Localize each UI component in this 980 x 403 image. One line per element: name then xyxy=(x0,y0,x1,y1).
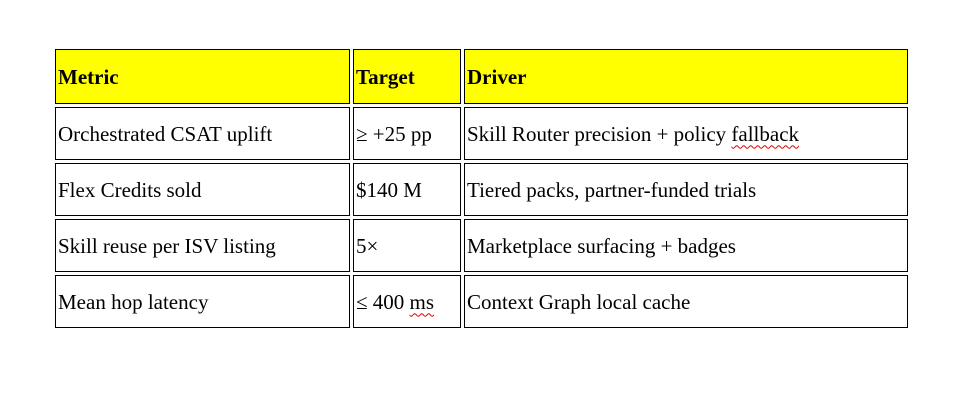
table-row xyxy=(55,107,908,160)
metric-cell: Mean hop latency xyxy=(55,275,350,328)
metrics-table xyxy=(52,46,911,331)
target-text: ≤ 400 xyxy=(356,289,410,314)
spellcheck-flagged-word[interactable]: fallback xyxy=(731,121,800,146)
target-cell: 5× xyxy=(353,219,461,272)
driver-text: Skill Router precision + policy xyxy=(467,121,732,146)
table-row xyxy=(55,219,908,272)
driver-cell: Tiered packs, partner-funded trials xyxy=(464,163,908,216)
metric-cell: Orchestrated CSAT uplift xyxy=(55,107,350,160)
spellcheck-flagged-word[interactable]: ms xyxy=(409,289,435,314)
metric-cell: Flex Credits sold xyxy=(55,163,350,216)
driver-cell: Context Graph local cache xyxy=(464,275,908,328)
header-cell-driver: Driver xyxy=(464,49,908,104)
header-cell-target: Target xyxy=(353,49,461,104)
driver-cell: Marketplace surfacing + badges xyxy=(464,219,908,272)
metric-cell: Skill reuse per ISV listing xyxy=(55,219,350,272)
header-cell-metric: Metric xyxy=(55,49,350,104)
table-row xyxy=(55,275,908,328)
target-cell: ≥ +25 pp xyxy=(353,107,461,160)
driver-cell xyxy=(464,107,908,160)
target-cell: $140 M xyxy=(353,163,461,216)
table-row xyxy=(55,163,908,216)
table-header-row xyxy=(55,49,908,104)
target-cell xyxy=(353,275,461,328)
